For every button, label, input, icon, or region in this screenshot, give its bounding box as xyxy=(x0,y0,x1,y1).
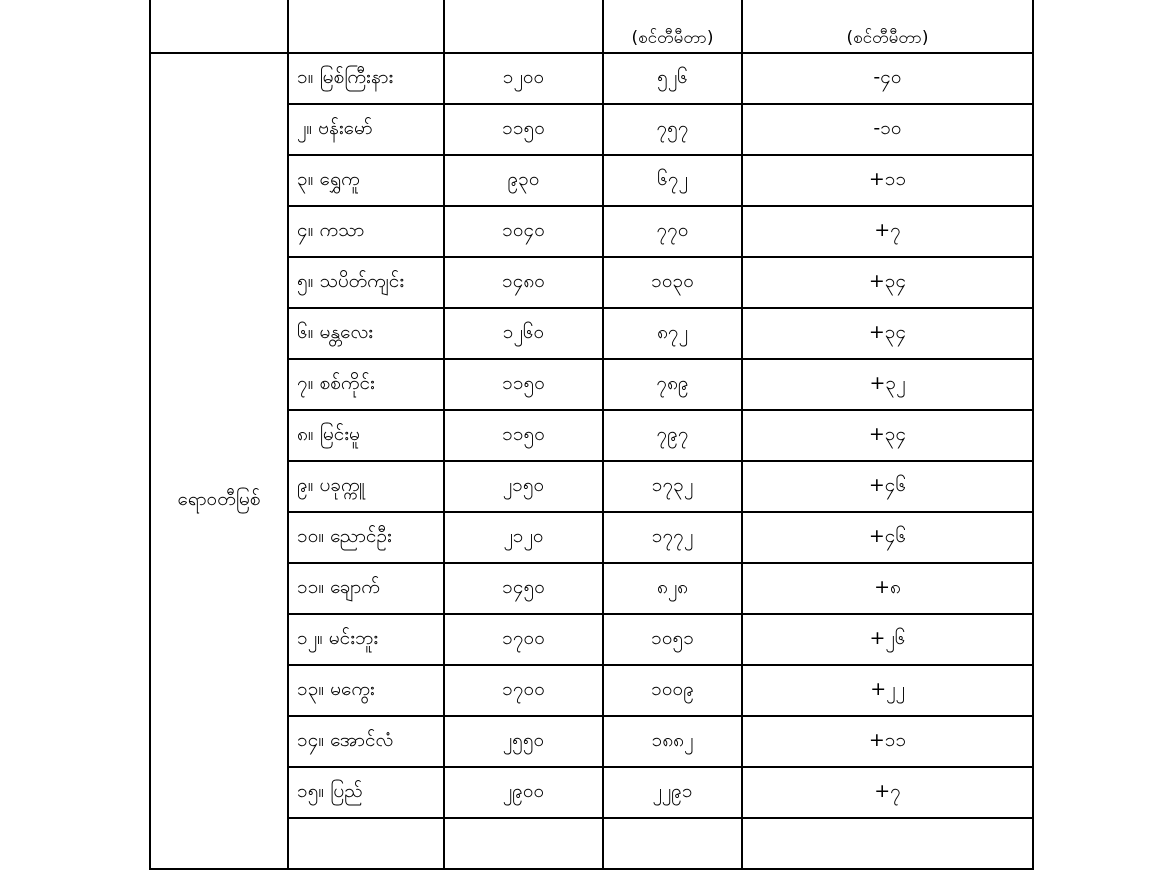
difference-cell: +၈ xyxy=(742,563,1033,614)
station-name-cell: ၈။ မြင်းမူ xyxy=(288,410,444,461)
station-name-cell: ၆။ မန္တလေး xyxy=(288,308,444,359)
danger-level-cell: ၁၁၅၀ xyxy=(444,104,603,155)
difference-cell: +၇ xyxy=(742,206,1033,257)
difference-cell: +၁၁ xyxy=(742,716,1033,767)
station-name-cell: ၅။ သပိတ်ကျင်း xyxy=(288,257,444,308)
table-row xyxy=(150,53,1033,104)
danger-level-cell: ၁၇၀၀ xyxy=(444,665,603,716)
station-name-cell: ၃။ ရွှေကူ xyxy=(288,155,444,206)
station-name-cell: ၁၅။ ပြည် xyxy=(288,767,444,818)
water-level-cell: ၁၇၇၂ xyxy=(603,512,742,563)
station-name-cell: ၁၄။ အောင်လံ xyxy=(288,716,444,767)
water-level-cell: ၈၂၈ xyxy=(603,563,742,614)
difference-cell: +၃၂ xyxy=(742,359,1033,410)
danger-level-cell: ၁၄၈၀ xyxy=(444,257,603,308)
danger-level-cell: ၂၁၅၀ xyxy=(444,461,603,512)
region-label: ရောဝတီမြစ် xyxy=(177,488,261,510)
header-cell-region xyxy=(150,0,288,53)
difference-cell: +၂၆ xyxy=(742,614,1033,665)
difference-cell: +၁၁ xyxy=(742,155,1033,206)
difference-cell: -၁၀ xyxy=(742,104,1033,155)
danger-level-cell: ၁၂၀၀ xyxy=(444,53,603,104)
station-name-cell: ၁၀။ ညောင်ဦး xyxy=(288,512,444,563)
danger-level-cell: ၁၂၆၀ xyxy=(444,308,603,359)
water-level-cell: ၇၉၇ xyxy=(603,410,742,461)
difference-cell: -၄၀ xyxy=(742,53,1033,104)
header-cell-water-level: (စင်တီမီတာ) xyxy=(603,0,742,53)
data-table xyxy=(149,0,1034,870)
header-cell-station xyxy=(288,0,444,53)
danger-level-cell: ၁၀၄၀ xyxy=(444,206,603,257)
empty-cell xyxy=(444,818,603,869)
header-cell-danger-level xyxy=(444,0,603,53)
difference-cell: +၃၄ xyxy=(742,410,1033,461)
danger-level-cell: ၁၁၅၀ xyxy=(444,359,603,410)
danger-level-cell: ၁၇၀၀ xyxy=(444,614,603,665)
station-name-cell: ၉။ ပခုက္ကူ xyxy=(288,461,444,512)
water-level-cell: ၂၂၉၁ xyxy=(603,767,742,818)
station-name-cell: ၂။ ဗန်းမော် xyxy=(288,104,444,155)
difference-cell: +၃၄ xyxy=(742,257,1033,308)
difference-cell: +၂၂ xyxy=(742,665,1033,716)
danger-level-cell: ၁၄၅၀ xyxy=(444,563,603,614)
empty-cell xyxy=(603,818,742,869)
water-level-cell: ၁၀၅၁ xyxy=(603,614,742,665)
water-level-cell: ၈၇၂ xyxy=(603,308,742,359)
station-name-cell: ၇။ စစ်ကိုင်း xyxy=(288,359,444,410)
station-name-cell: ၁။ မြစ်ကြီးနား xyxy=(288,53,444,104)
station-name-cell: ၁၁။ ချောက် xyxy=(288,563,444,614)
water-level-cell: ၇၅၇ xyxy=(603,104,742,155)
header-row xyxy=(150,0,1033,53)
station-name-cell: ၁၃။ မကွေး xyxy=(288,665,444,716)
region-cell xyxy=(150,53,288,869)
water-level-cell: ၁၀၃၀ xyxy=(603,257,742,308)
empty-cell xyxy=(742,818,1033,869)
difference-cell: +၄၆ xyxy=(742,461,1033,512)
water-level-cell: ၅၂၆ xyxy=(603,53,742,104)
danger-level-cell: ၂၅၅၀ xyxy=(444,716,603,767)
station-name-cell: ၁၂။ မင်းဘူး xyxy=(288,614,444,665)
difference-cell: +၇ xyxy=(742,767,1033,818)
difference-cell: +၃၄ xyxy=(742,308,1033,359)
water-level-cell: ၇၈၉ xyxy=(603,359,742,410)
difference-cell: +၄၆ xyxy=(742,512,1033,563)
empty-cell xyxy=(288,818,444,869)
water-level-cell: ၆၇၂ xyxy=(603,155,742,206)
danger-level-cell: ၂၉၀၀ xyxy=(444,767,603,818)
danger-level-cell: ၉၃၀ xyxy=(444,155,603,206)
water-level-cell: ၇၇၀ xyxy=(603,206,742,257)
station-name-cell: ၄။ ကသာ xyxy=(288,206,444,257)
water-level-cell: ၁၇၃၂ xyxy=(603,461,742,512)
header-cell-difference: (စင်တီမီတာ) xyxy=(742,0,1033,53)
danger-level-cell: ၂၁၂၀ xyxy=(444,512,603,563)
danger-level-cell: ၁၁၅၀ xyxy=(444,410,603,461)
water-level-cell: ၁၈၈၂ xyxy=(603,716,742,767)
water-level-cell: ၁၀၀၉ xyxy=(603,665,742,716)
